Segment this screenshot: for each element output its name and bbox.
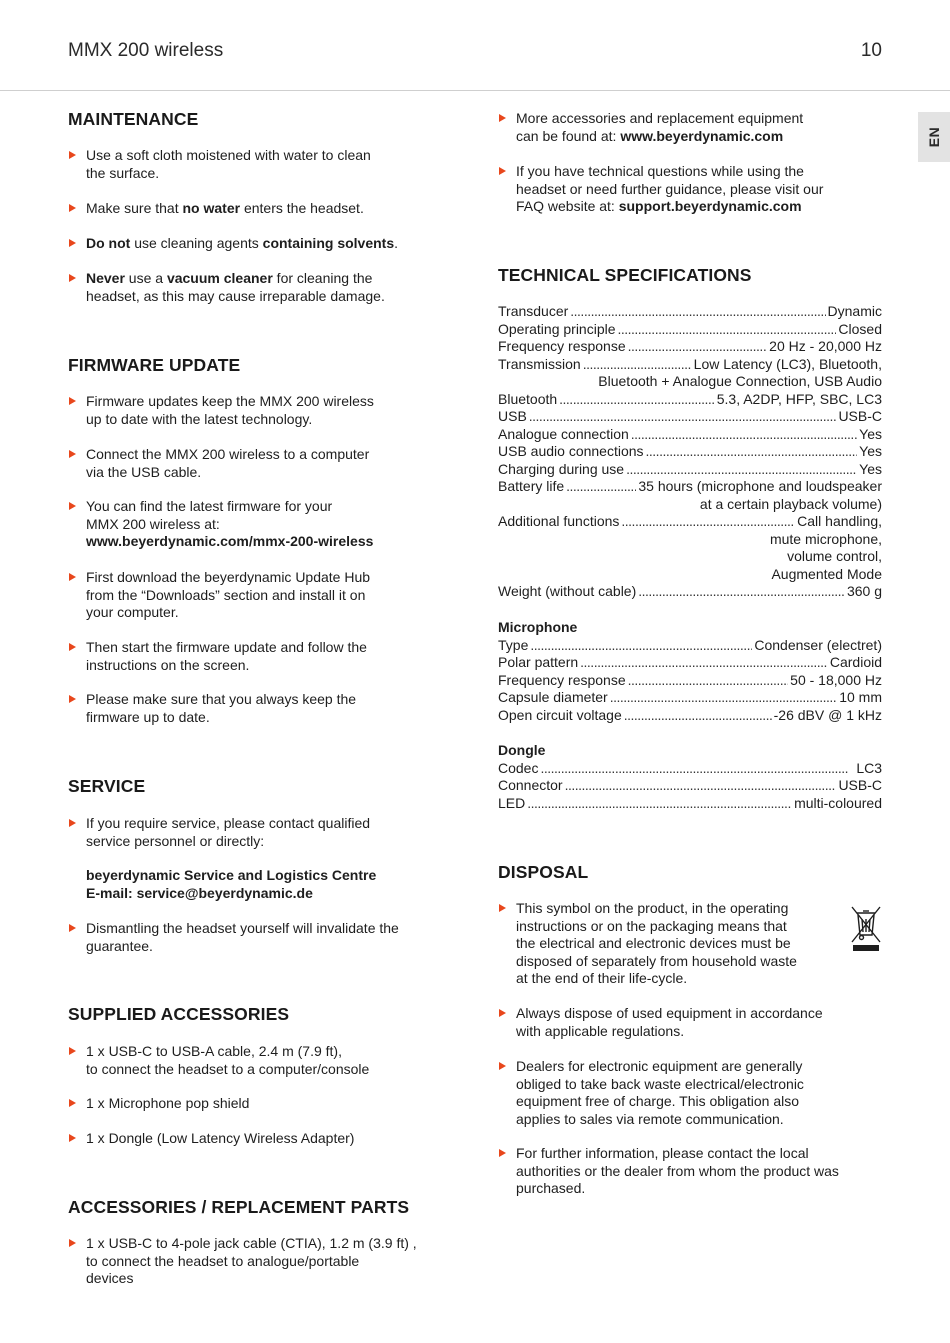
spec-row: Charging during use . . . Yes — [498, 461, 882, 479]
list-item: 1 x USB-C to USB-A cable, 2.4 m (7.9 ft), to connect the headset to a computer/console — [68, 1043, 438, 1078]
spec-row: Connector . . . USB-C — [498, 777, 882, 795]
spec-continuation: Bluetooth + Analogue Connection, USB Audio — [598, 373, 882, 389]
firmware-heading: FIRMWARE UPDATE — [68, 355, 241, 375]
list-item: First download the beyerdynamic Update Hub from the “Downloads” section and install it on your computer. — [68, 569, 438, 622]
bullet-arrow-icon — [69, 151, 76, 159]
language-tab — [918, 112, 950, 162]
list-item: For further information, please contact the local authorities or the dealer from whom the product was purchased. — [498, 1145, 882, 1198]
bullet-arrow-icon — [499, 167, 506, 175]
list-item: Dealers for electronic equipment are generally obliged to take back waste electrical/electronic equipment free of charge. This obligation also applies to sales via remote communication. — [498, 1058, 882, 1128]
header-title: MMX 200 wireless — [68, 40, 224, 61]
list-item: Always dispose of used equipment in accordance with applicable regulations. — [498, 1005, 882, 1040]
disposal-heading: DISPOSAL — [498, 862, 589, 882]
bullet-arrow-icon — [499, 1149, 506, 1157]
bullet-arrow-icon — [69, 1134, 76, 1142]
replacement-heading: ACCESSORIES / REPLACEMENT PARTS — [68, 1197, 410, 1217]
firmware-link[interactable]: www.beyerdynamic.com/mmx-200-wireless — [86, 533, 374, 550]
bullet-arrow-icon — [499, 1009, 506, 1017]
spec-continuation: at a certain playback volume) — [699, 495, 882, 512]
bullet-arrow-icon — [499, 904, 506, 912]
spec-row: Capsule diameter . . . 10 mm — [498, 689, 882, 707]
spec-row: Transmission . . . Low Latency (LC3), Bluetooth, — [498, 356, 882, 374]
language-tab-label: EN — [925, 126, 942, 148]
list-item: 1 x Microphone pop shield — [68, 1095, 438, 1113]
bullet-arrow-icon — [69, 573, 76, 581]
bullet-arrow-icon — [69, 1239, 76, 1247]
list-item: If you require service, please contact qualified service personnel or directly: — [68, 815, 438, 850]
list-item: Make sure that no water enters the headset. — [68, 200, 438, 218]
list-item: Then start the firmware update and follow the instructions on the screen. — [68, 639, 438, 674]
spec-row: Frequency response . . . 20 Hz - 20,000 Hz — [498, 338, 882, 356]
spec-row: Codec . . . LC3 — [498, 760, 882, 778]
spec-row: LED . . . multi-coloured — [498, 795, 882, 813]
bullet-arrow-icon — [69, 397, 76, 405]
list-item: More accessories and replacement equipment can be found at: www.beyerdynamic.com — [498, 110, 882, 145]
list-item: 1 x USB-C to 4-pole jack cable (CTIA), 1.2 m (3.9 ft) , to connect the headset to analogue/portable devices — [68, 1235, 438, 1288]
bullet-arrow-icon — [69, 450, 76, 458]
microphone-subheading: Microphone — [498, 619, 578, 635]
bullet-arrow-icon — [69, 695, 76, 703]
list-item: If you have technical questions while using the headset or need further guidance, please visit our FAQ website at: support.beyerdynamic.com — [498, 163, 882, 216]
header-divider — [0, 90, 950, 91]
spec-continuation: mute microphone, — [769, 530, 882, 547]
bullet-arrow-icon — [69, 1047, 76, 1055]
list-item: Connect the MMX 200 wireless to a computer via the USB cable. — [68, 446, 438, 481]
list-item: This symbol on the product, in the operating instructions or on the packaging means that the electrical and electronic devices must be disposed of separately from household waste at the end of their life-cycle. — [498, 900, 838, 988]
supplied-heading: SUPPLIED ACCESSORIES — [68, 1004, 290, 1024]
bullet-arrow-icon — [499, 1062, 506, 1070]
spec-continuation: Augmented Mode — [771, 565, 882, 582]
list-item: Never use a vacuum cleaner for cleaning the headset, as this may cause irreparable damage. — [68, 270, 438, 305]
bullet-arrow-icon — [69, 643, 76, 651]
service-email[interactable]: E-mail: service@beyerdynamic.de — [86, 885, 313, 901]
bullet-arrow-icon — [69, 204, 76, 212]
spec-row: USB audio connections . . . Yes — [498, 443, 882, 461]
specs-heading: TECHNICAL SPECIFICATIONS — [498, 265, 752, 285]
crossed-out-wheelie-bin-icon — [850, 905, 882, 951]
spec-row: Type . . . Condenser (electret) — [498, 637, 882, 655]
maintenance-heading: MAINTENANCE — [68, 109, 199, 129]
spec-row: Operating principle . . . Closed — [498, 321, 882, 339]
bullet-arrow-icon — [69, 924, 76, 932]
list-item: Dismantling the headset yourself will invalidate the guarantee. — [68, 920, 438, 955]
dongle-subheading: Dongle — [498, 742, 546, 758]
support-link[interactable]: support.beyerdynamic.com — [618, 198, 802, 215]
spec-row: Weight (without cable) . . . 360 g — [498, 583, 882, 601]
website-link[interactable]: www.beyerdynamic.com — [620, 127, 784, 144]
service-heading: SERVICE — [68, 776, 146, 796]
bullet-arrow-icon — [69, 239, 76, 247]
bullet-arrow-icon — [499, 114, 506, 122]
list-item: Use a soft cloth moistened with water to clean the surface. — [68, 147, 438, 182]
bullet-arrow-icon — [69, 502, 76, 510]
bullet-arrow-icon — [69, 1099, 76, 1107]
spec-row: Open circuit voltage . . . -26 dBV @ 1 kHz — [498, 707, 882, 725]
list-item: Firmware updates keep the MMX 200 wireless up to date with the latest technology. — [68, 393, 438, 428]
spec-row: Analogue connection . . . Yes — [498, 426, 882, 444]
service-centre: beyerdynamic Service and Logistics Centre — [86, 867, 377, 883]
spec-row: Frequency response . . . 50 - 18,000 Hz — [498, 672, 882, 690]
spec-row: Transducer . . . Dynamic — [498, 303, 882, 321]
list-item: Do not use cleaning agents containing solvents. — [68, 235, 438, 253]
spec-row: Bluetooth . . . 5.3, A2DP, HFP, SBC, LC3 — [498, 391, 882, 409]
spec-row: Additional functions . . . Call handling, — [498, 513, 882, 531]
spec-row: Battery life . . . 35 hours (microphone and loudspeaker — [498, 478, 882, 496]
spec-row: Polar pattern . . . Cardioid — [498, 654, 882, 672]
list-item: 1 x Dongle (Low Latency Wireless Adapter) — [68, 1130, 438, 1148]
list-item: Please make sure that you always keep the firmware up to date. — [68, 691, 438, 726]
spec-continuation: volume control, — [787, 548, 882, 564]
spec-row: USB . . . USB-C — [498, 408, 882, 426]
page-number: 10 — [860, 40, 882, 61]
bullet-arrow-icon — [69, 274, 76, 282]
bullet-arrow-icon — [69, 819, 76, 827]
list-item: You can find the latest firmware for your MMX 200 wireless at: www.beyerdynamic.com/mmx-200-wireless — [68, 498, 438, 551]
